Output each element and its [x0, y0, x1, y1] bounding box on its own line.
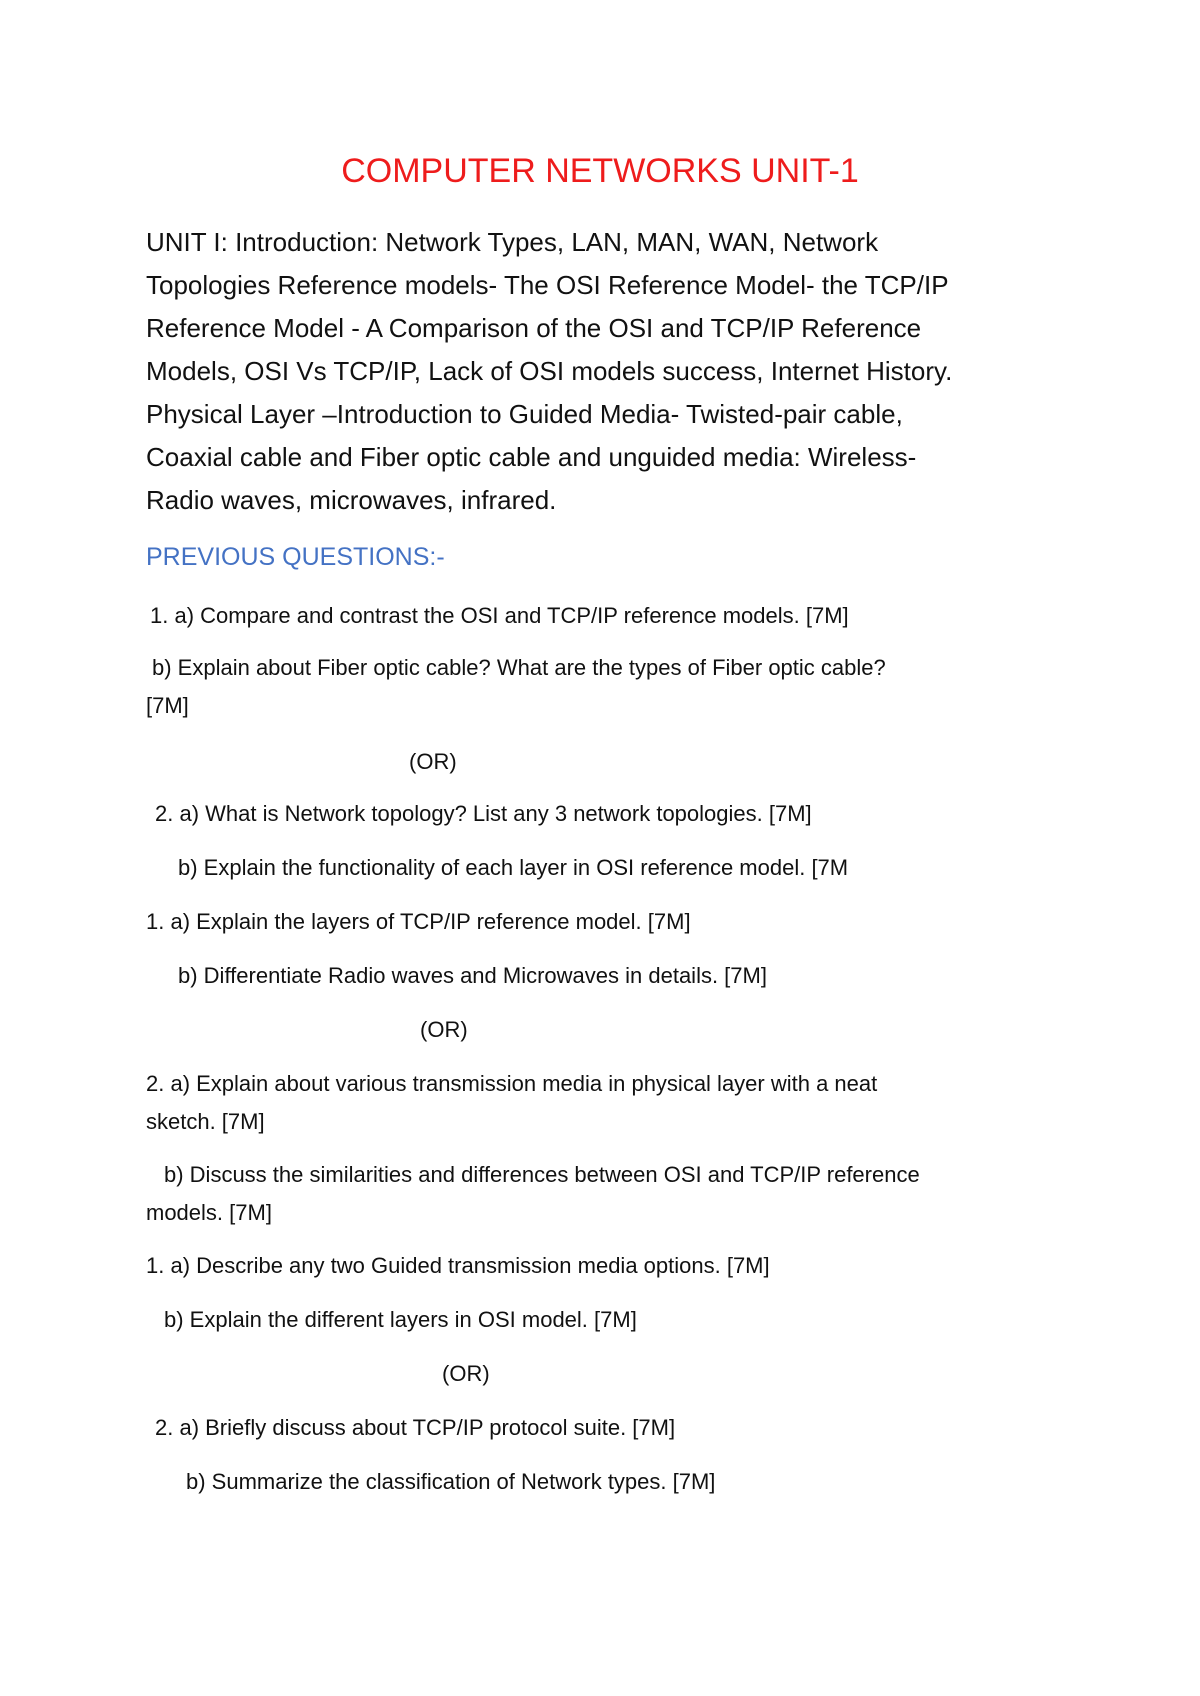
question-line: [7M]	[146, 693, 189, 718]
question-line: models. [7M]	[146, 1200, 272, 1225]
document-title: COMPUTER NETWORKS UNIT-1	[341, 152, 859, 190]
or-separator: (OR)	[420, 1017, 468, 1042]
question-line: b) Summarize the classification of Network types. [7M]	[186, 1469, 716, 1494]
question-line: b) Explain about Fiber optic cable? What are the types of Fiber optic cable?	[152, 655, 886, 680]
question-line: b) Explain the functionality of each layer in OSI reference model. [7M	[178, 855, 849, 880]
question-line: 2. a) Briefly discuss about TCP/IP protocol suite. [7M]	[155, 1415, 676, 1440]
or-separator: (OR)	[442, 1361, 490, 1386]
syllabus-line: Radio waves, microwaves, infrared.	[146, 485, 557, 515]
question-line: 1. a) Explain the layers of TCP/IP reference model. [7M]	[146, 909, 691, 934]
question-line: 1. a) Compare and contrast the OSI and TCP/IP reference models. [7M]	[150, 603, 849, 628]
question-line: sketch. [7M]	[146, 1109, 265, 1134]
previous-questions-heading: PREVIOUS QUESTIONS:-	[146, 543, 445, 571]
question-line: b) Explain the different layers in OSI model. [7M]	[164, 1307, 637, 1332]
syllabus-paragraph	[146, 221, 1046, 522]
syllabus-line: Reference Model - A Comparison of the OSI and TCP/IP Reference	[146, 313, 922, 343]
question-line: 1. a) Describe any two Guided transmission media options. [7M]	[146, 1253, 770, 1278]
syllabus-line: Topologies Reference models- The OSI Reference Model- the TCP/IP	[146, 270, 949, 300]
question-line: 2. a) What is Network topology? List any 3 network topologies. [7M]	[155, 801, 812, 826]
syllabus-line: UNIT I: Introduction: Network Types, LAN, MAN, WAN, Network	[146, 227, 879, 257]
or-separator: (OR)	[409, 749, 457, 774]
question-line: 2. a) Explain about various transmission media in physical layer with a neat	[146, 1071, 878, 1096]
syllabus-line: Models, OSI Vs TCP/IP, Lack of OSI models success, Internet History.	[146, 356, 953, 386]
question-line: b) Differentiate Radio waves and Microwaves in details. [7M]	[178, 963, 767, 988]
syllabus-line: Physical Layer –Introduction to Guided Media- Twisted-pair cable,	[146, 399, 903, 429]
syllabus-line: Coaxial cable and Fiber optic cable and unguided media: Wireless-	[146, 442, 917, 472]
question-line: b) Discuss the similarities and differences between OSI and TCP/IP reference	[164, 1162, 920, 1187]
